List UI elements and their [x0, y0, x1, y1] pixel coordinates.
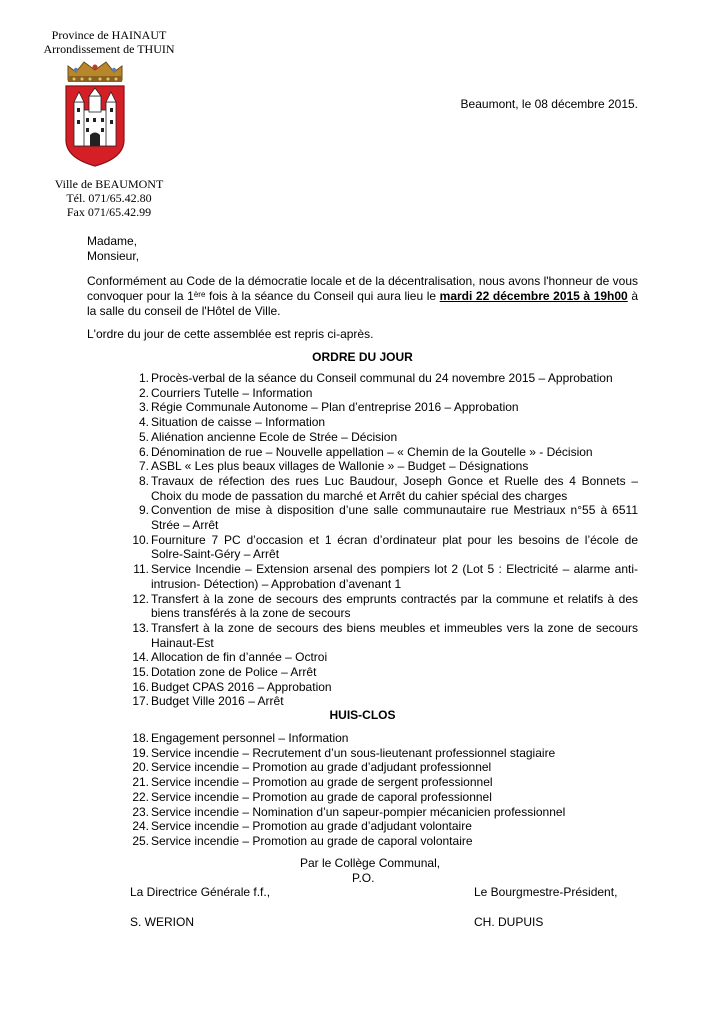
agenda-item-number: 8. — [138, 473, 149, 488]
intro-part1: Conformément au Code de la démocratie locale et de la décentralisation, nous avons l'honneur de vous convoquer pour la 1 — [87, 274, 638, 303]
agenda-item-number: 23. — [132, 804, 149, 819]
agenda-item-number: 1. — [138, 371, 149, 385]
agenda-item — [87, 562, 638, 591]
agenda-list — [87, 371, 638, 709]
agenda-item-number: 3. — [138, 400, 149, 415]
agenda-item — [87, 819, 638, 834]
agenda-item-number: 11. — [133, 562, 149, 577]
agenda-item — [87, 775, 638, 790]
agenda-item — [87, 760, 638, 775]
agenda-item — [87, 371, 638, 386]
agenda-item-text: Courriers Tutelle – Information — [151, 385, 313, 400]
agenda-item — [87, 592, 638, 621]
agenda-item-text: Situation de caisse – Information — [151, 415, 326, 430]
agenda-item-text: Service Incendie – Extension arsenal des pompiers lot 2 (Lot 5 : Electricité – alarme anti-intrusion- Détection) – Approbation d’avenant 1 — [151, 562, 638, 591]
arrondissement-label: Arrondissement de THUIN — [43, 42, 175, 56]
agenda-item-number: 5. — [138, 429, 149, 444]
agenda-item-text: Engagement personnel – Information — [151, 731, 349, 745]
agenda-item — [87, 415, 638, 430]
agenda-item-text: Service incendie – Promotion au grade d’adjudant volontaire — [151, 819, 472, 834]
agenda-item-number: 15. — [132, 665, 149, 680]
agenda-item-text: Travaux de réfection des rues Luc Baudour, Joseph Gonce et Ruelle des 4 Bonnets – Choix du mode de passation du marché et Arrêt du cahier spécial des charges — [151, 473, 638, 503]
agenda-item-text: Service incendie – Promotion au grade de caporal professionnel — [151, 789, 492, 804]
agenda-item — [87, 430, 638, 445]
agenda-item — [87, 650, 638, 665]
agenda-item — [87, 621, 638, 650]
agenda-item-number: 22. — [132, 789, 149, 804]
agenda-item — [87, 445, 638, 460]
agenda-item-text: Fourniture 7 PC d’occasion et 1 écran d’ordinateur plat pour les besoins de l’école de Solre-Saint-Géry – Arrêt — [151, 532, 638, 562]
agenda-item-number: 10. — [132, 532, 149, 547]
agenda-item-text: Régie Communale Autonome – Plan d’entreprise 2016 – Approbation — [151, 400, 519, 415]
agenda-item-text: Service incendie – Promotion au grade de sergent professionnel — [151, 775, 493, 790]
agenda-item-number: 18. — [132, 731, 149, 745]
agenda-item — [87, 400, 638, 415]
directrice-name: S. WERION — [130, 915, 195, 929]
directrice-title: La Directrice Générale f.f., — [130, 885, 271, 899]
agenda-item — [87, 746, 638, 761]
agenda-item — [87, 805, 638, 820]
coat-of-arms-icon — [62, 58, 128, 168]
agenda-item-number: 14. — [132, 650, 149, 665]
agenda-item — [87, 386, 638, 401]
agenda-item-number: 6. — [138, 444, 149, 459]
agenda-item-number: 13. — [132, 620, 149, 635]
agenda-item — [87, 533, 638, 562]
bourgmestre-name: CH. DUPUIS — [474, 915, 544, 929]
date-line: Beaumont, le 08 décembre 2015. — [460, 97, 638, 111]
fax-label: Fax 071/65.42.99 — [66, 205, 152, 219]
salutation-madame: Madame, — [87, 234, 138, 248]
po-line: P.O. — [352, 871, 375, 885]
agenda-item-text: Procès-verbal de la séance du Conseil communal du 24 novembre 2015 – Approbation — [151, 371, 613, 385]
agenda-item — [87, 694, 638, 709]
province-label: Province de HAINAUT — [51, 28, 167, 42]
agenda-item-number: 17. — [132, 694, 149, 709]
agenda-item-number: 24. — [132, 819, 149, 834]
agenda-item-text: Service incendie – Nomination d’un sapeur-pompier mécanicien professionnel — [151, 804, 566, 819]
agenda-item-number: 7. — [138, 459, 149, 474]
agenda-item — [87, 503, 638, 532]
agenda-item — [87, 731, 638, 746]
letterhead — [30, 28, 188, 56]
agenda-item — [87, 665, 638, 680]
agenda-item — [87, 474, 638, 503]
intro-part2: fois à la séance du Conseil qui aura lieu le — [205, 289, 440, 303]
agenda-item — [87, 834, 638, 849]
agenda-item-number: 20. — [132, 760, 149, 775]
agenda-item — [87, 459, 638, 474]
agenda-item-text: Service incendie – Promotion au grade d’adjudant professionnel — [151, 760, 492, 775]
phone-label: Tél. 071/65.42.80 — [66, 191, 152, 205]
agenda-item-text: ASBL « Les plus beaux villages de Wallonie » – Budget – Désignations — [151, 459, 529, 474]
agenda-item-text: Convention de mise à disposition d’une salle communautaire rue Mestriaux n°55 à 6511 Strée – Arrêt — [151, 503, 638, 533]
agenda-item-number: 16. — [132, 679, 149, 694]
bourgmestre-title: Le Bourgmestre-Président, — [474, 885, 618, 899]
agenda-item-number: 4. — [138, 415, 149, 430]
agenda-item-text: Budget Ville 2016 – Arrêt — [151, 694, 284, 709]
college-line: Par le Collège Communal, — [300, 856, 441, 870]
meeting-date: mardi 22 décembre 2015 à 19h00 — [439, 289, 628, 303]
huis-clos-title: HUIS-CLOS — [329, 708, 396, 722]
huis-clos-list — [87, 731, 638, 849]
salutation — [87, 234, 638, 264]
agenda-item-number: 25. — [132, 833, 149, 848]
salutation-monsieur: Monsieur, — [87, 249, 140, 263]
intro-part3: à la salle du conseil de l'Hôtel de Ville. — [87, 289, 638, 318]
intro-paragraph — [87, 274, 638, 319]
agenda-item-text: Dotation zone de Police – Arrêt — [151, 665, 317, 680]
agenda-item-text: Dénomination de rue – Nouvelle appellation – « Chemin de la Goutelle » - Décision — [151, 444, 593, 459]
city-label: Ville de BEAUMONT — [54, 177, 164, 191]
agenda-item-text: Aliénation ancienne Ecole de Strée – Décision — [151, 429, 398, 444]
agenda-item-number: 19. — [132, 745, 149, 760]
agenda-item — [87, 790, 638, 805]
agenda-item-text: Budget CPAS 2016 – Approbation — [151, 679, 332, 694]
agenda-item-text: Service incendie – Promotion au grade de caporal volontaire — [151, 833, 473, 848]
agenda-intro: L'ordre du jour de cette assemblée est repris ci-après. — [87, 327, 374, 341]
intro-superscript: ère — [193, 290, 206, 299]
contacts-block — [30, 177, 188, 219]
agenda-item-text: Transfert à la zone de secours des biens meubles et immeubles vers la zone de secours Hainaut-Est — [151, 620, 638, 650]
agenda-item-text: Transfert à la zone de secours des emprunts contractés par la commune et relatifs à des biens transférés à la zone de secours — [151, 591, 638, 621]
agenda-title: ORDRE DU JOUR — [312, 350, 413, 364]
agenda-item-number: 12. — [132, 591, 149, 606]
agenda-item-number: 21. — [132, 775, 149, 790]
agenda-item-text: Service incendie – Recrutement d’un sous-lieutenant professionnel stagiaire — [151, 745, 556, 760]
agenda-item — [87, 680, 638, 695]
agenda-item-number: 9. — [138, 503, 149, 518]
agenda-item-number: 2. — [138, 385, 149, 400]
agenda-item-text: Allocation de fin d’année – Octroi — [151, 650, 328, 665]
